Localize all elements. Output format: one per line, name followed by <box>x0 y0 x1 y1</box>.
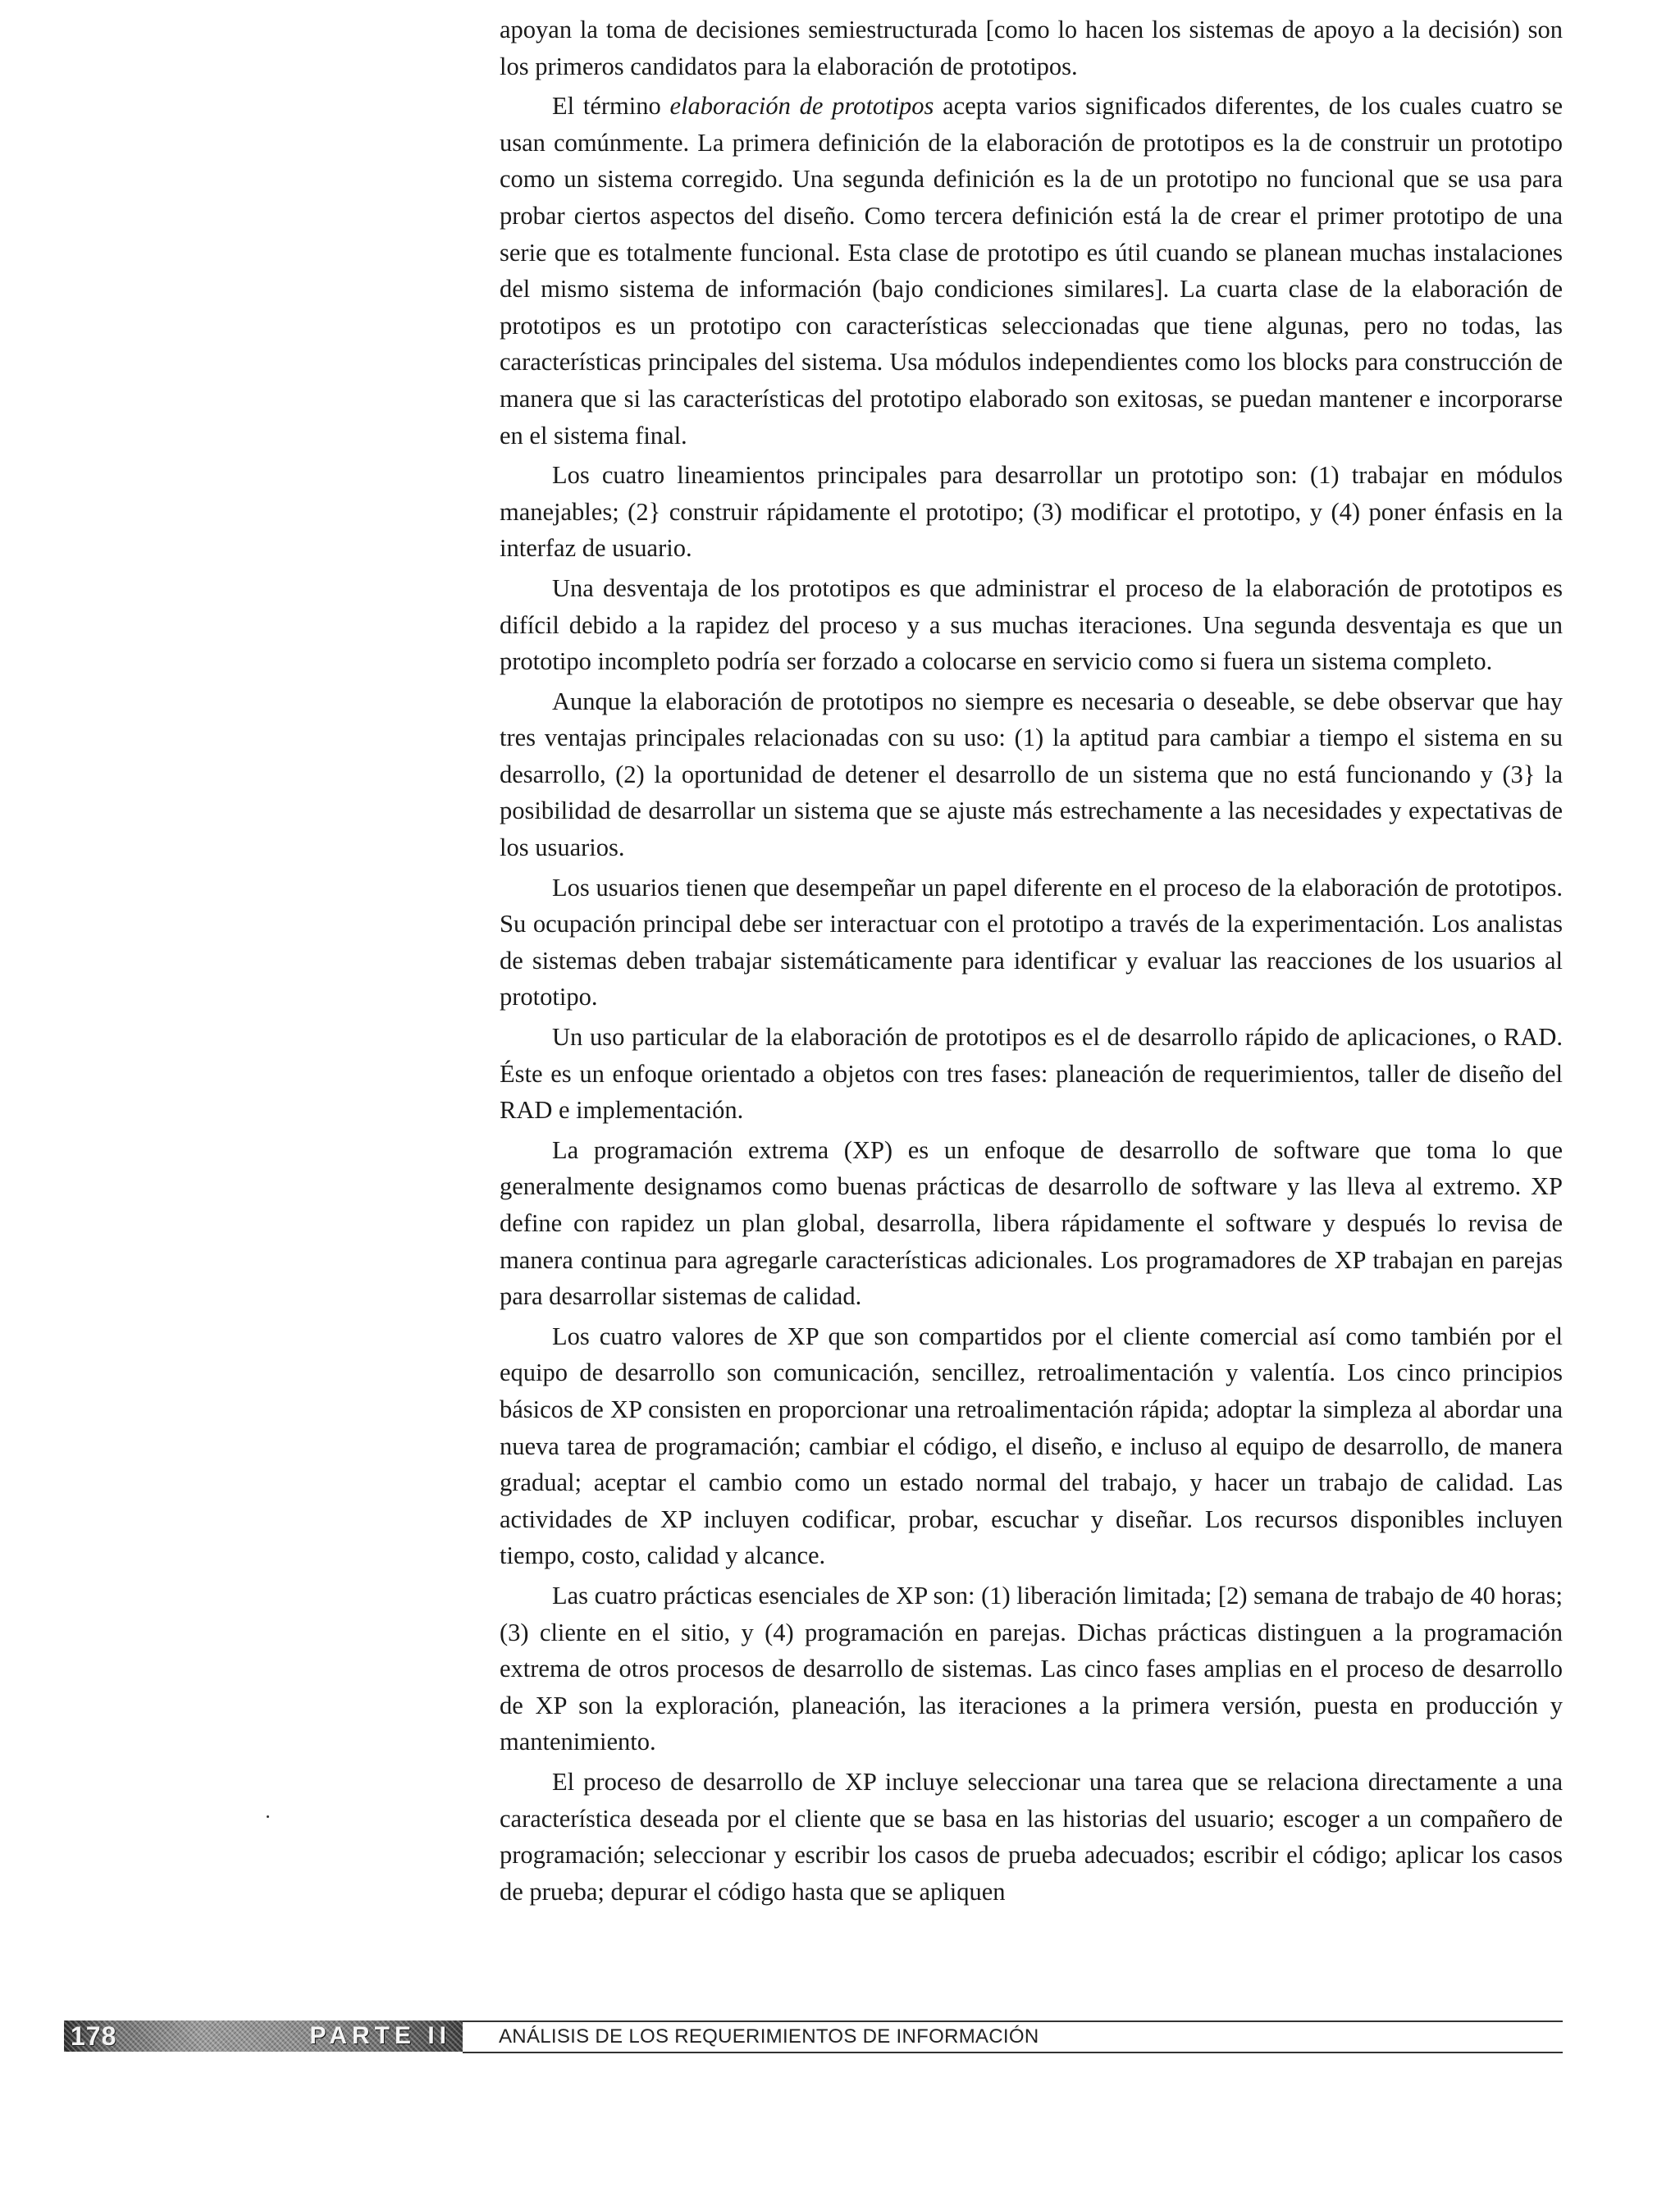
paragraph-1: apoyan la toma de decisiones semiestructurada [como lo hacen los sistemas de apoyo a la decisión) son los primeros candidatos para la elaboración de prototipos. <box>500 16 1563 80</box>
paragraph-5: Aunque la elaboración de prototipos no siempre es necesaria o deseable, se debe observar que hay tres ventajas principales relacionadas con su uso: (1) la aptitud para cambiar a tiempo el sistema en su desarrollo, (2) la oportunidad de detener el desarrollo de un sistema que no está funcionando y (3} la posibilidad de desarrollar un sistema que se ajuste más estrechamente a las necesidades y expectativas de los usuarios. <box>500 687 1563 862</box>
footer-rule-top <box>463 2021 1563 2022</box>
running-footer-title: ANÁLISIS DE LOS REQUERIMIENTOS DE INFORMACIÓN <box>499 2025 1039 2048</box>
paragraph-3: Los cuatro lineamientos principales para desarrollar un prototipo son: (1) trabajar en módulos manejables; (2} construir rápidamente el prototipo; (3) modificar el prototipo, y (4) poner énfasis en la interfaz de usuario. <box>500 461 1563 563</box>
paragraph-10: Las cuatro prácticas esenciales de XP son: (1) liberación limitada; [2) semana de trabajo de 40 horas; (3) cliente en el sitio, y (4) programación en parejas. Dichas prácticas distinguen a la programación extrema de otros procesos de desarrollo de sistemas. Las cinco fases amplias en el proceso de desarrollo de XP son la exploración, planeación, las iteraciones a la primera versión, puesta en producción y mantenimiento. <box>500 1581 1563 1756</box>
paragraph-4: Una desventaja de los prototipos es que administrar el proceso de la elaboración de prototipos es difícil debido a la rapidez del proceso y a sus muchas iteraciones. Una segunda desventaja es que un prototipo incompleto podría ser forzado a colocarse en servicio como si fuera un sistema completo. <box>500 573 1563 676</box>
footer-band <box>64 2021 463 2052</box>
body-text-column <box>500 11 1563 1910</box>
paragraph-6: Los usuarios tienen que desempeñar un papel diferente en el proceso de la elaboración de prototipos. Su ocupación principal debe ser interactuar con el prototipo a través de la experimentación. Los analistas de sistemas deben trabajar sistemáticamente para identificar y evaluar las reacciones de los usuarios al prototipo. <box>500 873 1563 1011</box>
paragraph-2 <box>500 88 1563 454</box>
footer-rule-bottom <box>463 2052 1563 2053</box>
page-number: 178 <box>71 2021 117 2051</box>
paragraph-7: Un uso particular de la elaboración de prototipos es el de desarrollo rápido de aplicaciones, o RAD. Éste es un enfoque orientado a objetos con tres fases: planeación de requerimientos, taller de diseño del RAD e implementación. <box>500 1023 1563 1125</box>
page-footer <box>64 2021 1563 2053</box>
paragraph-2-lead: El término <box>552 92 670 121</box>
paragraph-8: La programación extrema (XP) es un enfoque de desarrollo de software que toma lo que generalmente designamos como buenas prácticas de desarrollo de software y las lleva al extremo. XP define con rapidez un plan global, desarrolla, libera rápidamente el software y después lo revisa de manera continua para agregarle características adicionales. Los programadores de XP trabajan en parejas para desarrollar sistemas de calidad. <box>500 1135 1563 1311</box>
paragraph-9: Los cuatro valores de XP que son compartidos por el cliente comercial así como también por el equipo de desarrollo son comunicación, sencillez, retroalimentación y valentía. Los cinco principios básicos de XP consisten en proporcionar una retroalimentación rápida; adoptar la simpleza al abordar una nueva tarea de programación; cambiar el código, el diseño, e incluso al equipo de desarrollo, de manera gradual; aceptar el cambio como un estado normal del trabajo, y hacer un trabajo de calidad. Las actividades de XP incluyen codificar, probar, escuchar y diseñar. Los recursos disponibles incluyen tiempo, costo, calidad y alcance. <box>500 1322 1563 1570</box>
term-emphasis: elaboración de prototipos <box>669 92 934 121</box>
stray-dot-mark <box>267 1815 269 1818</box>
part-label: PARTE II <box>309 2022 451 2049</box>
paragraph-2-rest: acepta varios significados diferentes, de los cuales cuatro se usan comúnmente. La primera definición de la elaboración de prototipos es la de construir un prototipo como un sistema corregido. Una segunda definición es la de un prototipo no funcional que se usa para probar ciertos aspectos del diseño. Como tercera definición está la de crear el primer prototipo de una serie que es totalmente funcional. Esta clase de prototipo es útil cuando se planean muchas instalaciones del mismo sistema de información (bajo condiciones similares]. La cuarta clase de la elaboración de prototipos es un prototipo con características seleccionadas que tiene algunas, pero no todas, las características principales del sistema. Usa módulos independientes como los blocks para construcción de manera que si las características del prototipo elaborado son exitosas, se puedan mantener e incorporarse en el sistema final. <box>500 92 1563 450</box>
paragraph-11: El proceso de desarrollo de XP incluye seleccionar una tarea que se relaciona directamente a una característica deseada por el cliente que se basa en las historias del usuario; escoger a un compañero de programación; seleccionar y escribir los casos de prueba adecuados; escribir el código; aplicar los casos de prueba; depurar el código hasta que se apliquen <box>500 1767 1563 1906</box>
